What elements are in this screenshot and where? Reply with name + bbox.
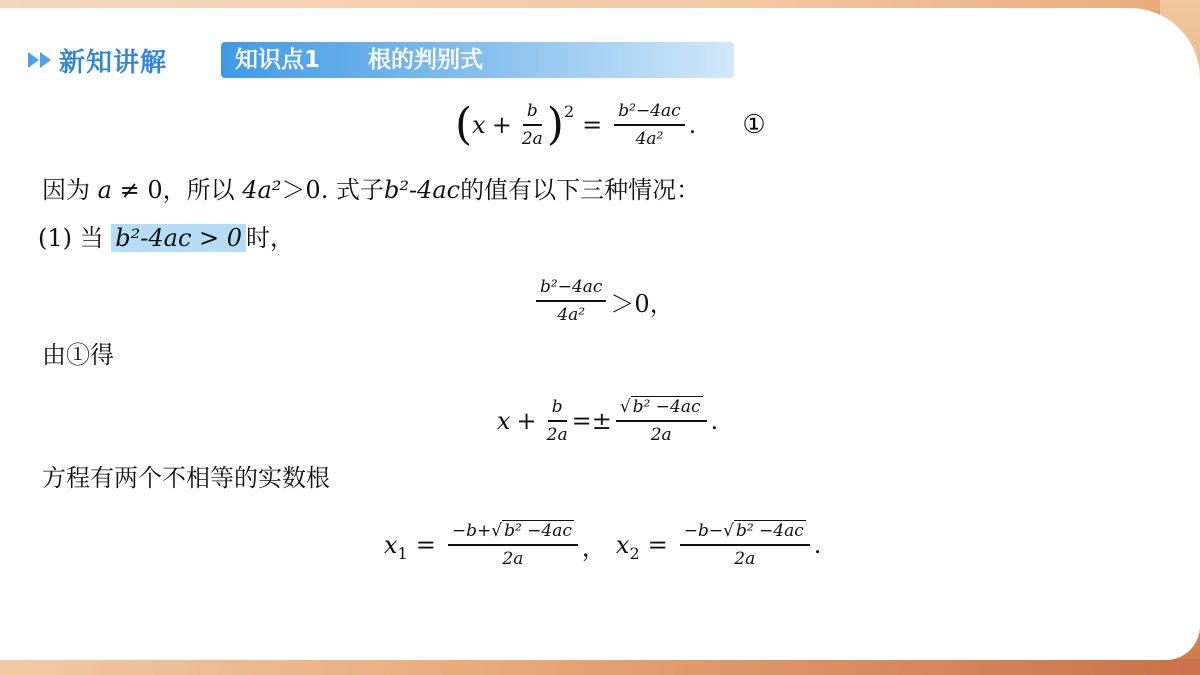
equation-3-lhs-fraction: $\frac{b}{2a}$ <box>546 397 568 445</box>
equation-1-rhs-denominator: 4a² <box>635 129 664 149</box>
topic-number: 知识点1 <box>235 47 321 73</box>
x1-var: x <box>384 531 398 559</box>
equation-1-rhs-numerator: b²−4ac <box>614 100 684 126</box>
equation-1-equals: = <box>582 111 603 139</box>
equation-2-relation: ＞0， <box>610 289 674 318</box>
equation-1-lhs-numerator: b <box>523 100 542 126</box>
section-header <box>28 42 167 78</box>
condition-line: 因为 a ≠ 0，所以 4a²＞0. 式子b²-4ac的值有以下三种情况： <box>42 176 701 204</box>
case-1-highlight: b²-4ac > 0 <box>111 224 246 252</box>
equation-3-rhs-fraction: $\frac{\text{√ b² −4ac}}{2a}$ <box>616 396 707 446</box>
double-arrow-icon <box>28 52 51 68</box>
case-1-line: (1) 当 b²-4ac > 0 时， <box>38 224 295 252</box>
bottom-border <box>0 659 1200 675</box>
equation-2-numerator: b²−4ac <box>536 276 606 302</box>
roots-line: 方程有两个不相等的实数根 <box>42 464 330 492</box>
derivation-line: 由①得 <box>42 341 114 369</box>
equation-1-lhs-denominator: 2a <box>521 129 543 149</box>
equation-3-relation: =± <box>571 407 612 435</box>
x1-fraction: $\frac{\text{−b+√ b² −4ac}}{2a}$ <box>448 520 578 570</box>
a-variable: a <box>97 176 112 204</box>
equation-4: x 1 = $\frac{\text{−b+√ b² −4ac}}{2a}$ ， x 2 = $\frac{\text{−b−√ b² −4ac}}{2a}$ . <box>384 521 822 569</box>
slide-card <box>0 8 1200 660</box>
equation-1-period: . <box>688 111 697 139</box>
equation-3: x + $\frac{b}{2a}$ =± $\frac{\text{√ b² −4ac}}{2a}$ . <box>497 397 719 445</box>
4a-squared: 4a² <box>242 176 282 204</box>
x2-fraction: $\frac{\text{−b−√ b² −4ac}}{2a}$ <box>680 520 810 570</box>
equation-2 <box>532 276 674 326</box>
section-title: 新知讲解 <box>59 47 168 78</box>
equation-1-plus: + <box>491 111 512 139</box>
equation-2-fraction <box>536 276 606 326</box>
equation-3-var: x <box>497 407 511 435</box>
discriminant: b²-4ac <box>383 176 461 204</box>
topic-bar <box>221 42 734 78</box>
equation-1: ( x + $\frac{b}{2a}$ ) 2 = $\frac{\text{b²−4ac}}{\text{4a²}}$ . ① <box>455 99 766 150</box>
x2-var: x <box>615 531 630 559</box>
equation-1-lhs-fraction <box>522 100 543 150</box>
equation-1-var: x <box>472 111 486 139</box>
topic-name: 根的判别式 <box>368 47 484 73</box>
equation-1-marker: ① <box>742 110 766 140</box>
equation-1-square: 2 <box>563 101 575 121</box>
equation-1-rhs-fraction <box>614 100 684 150</box>
equation-2-denominator: 4a² <box>557 305 586 325</box>
